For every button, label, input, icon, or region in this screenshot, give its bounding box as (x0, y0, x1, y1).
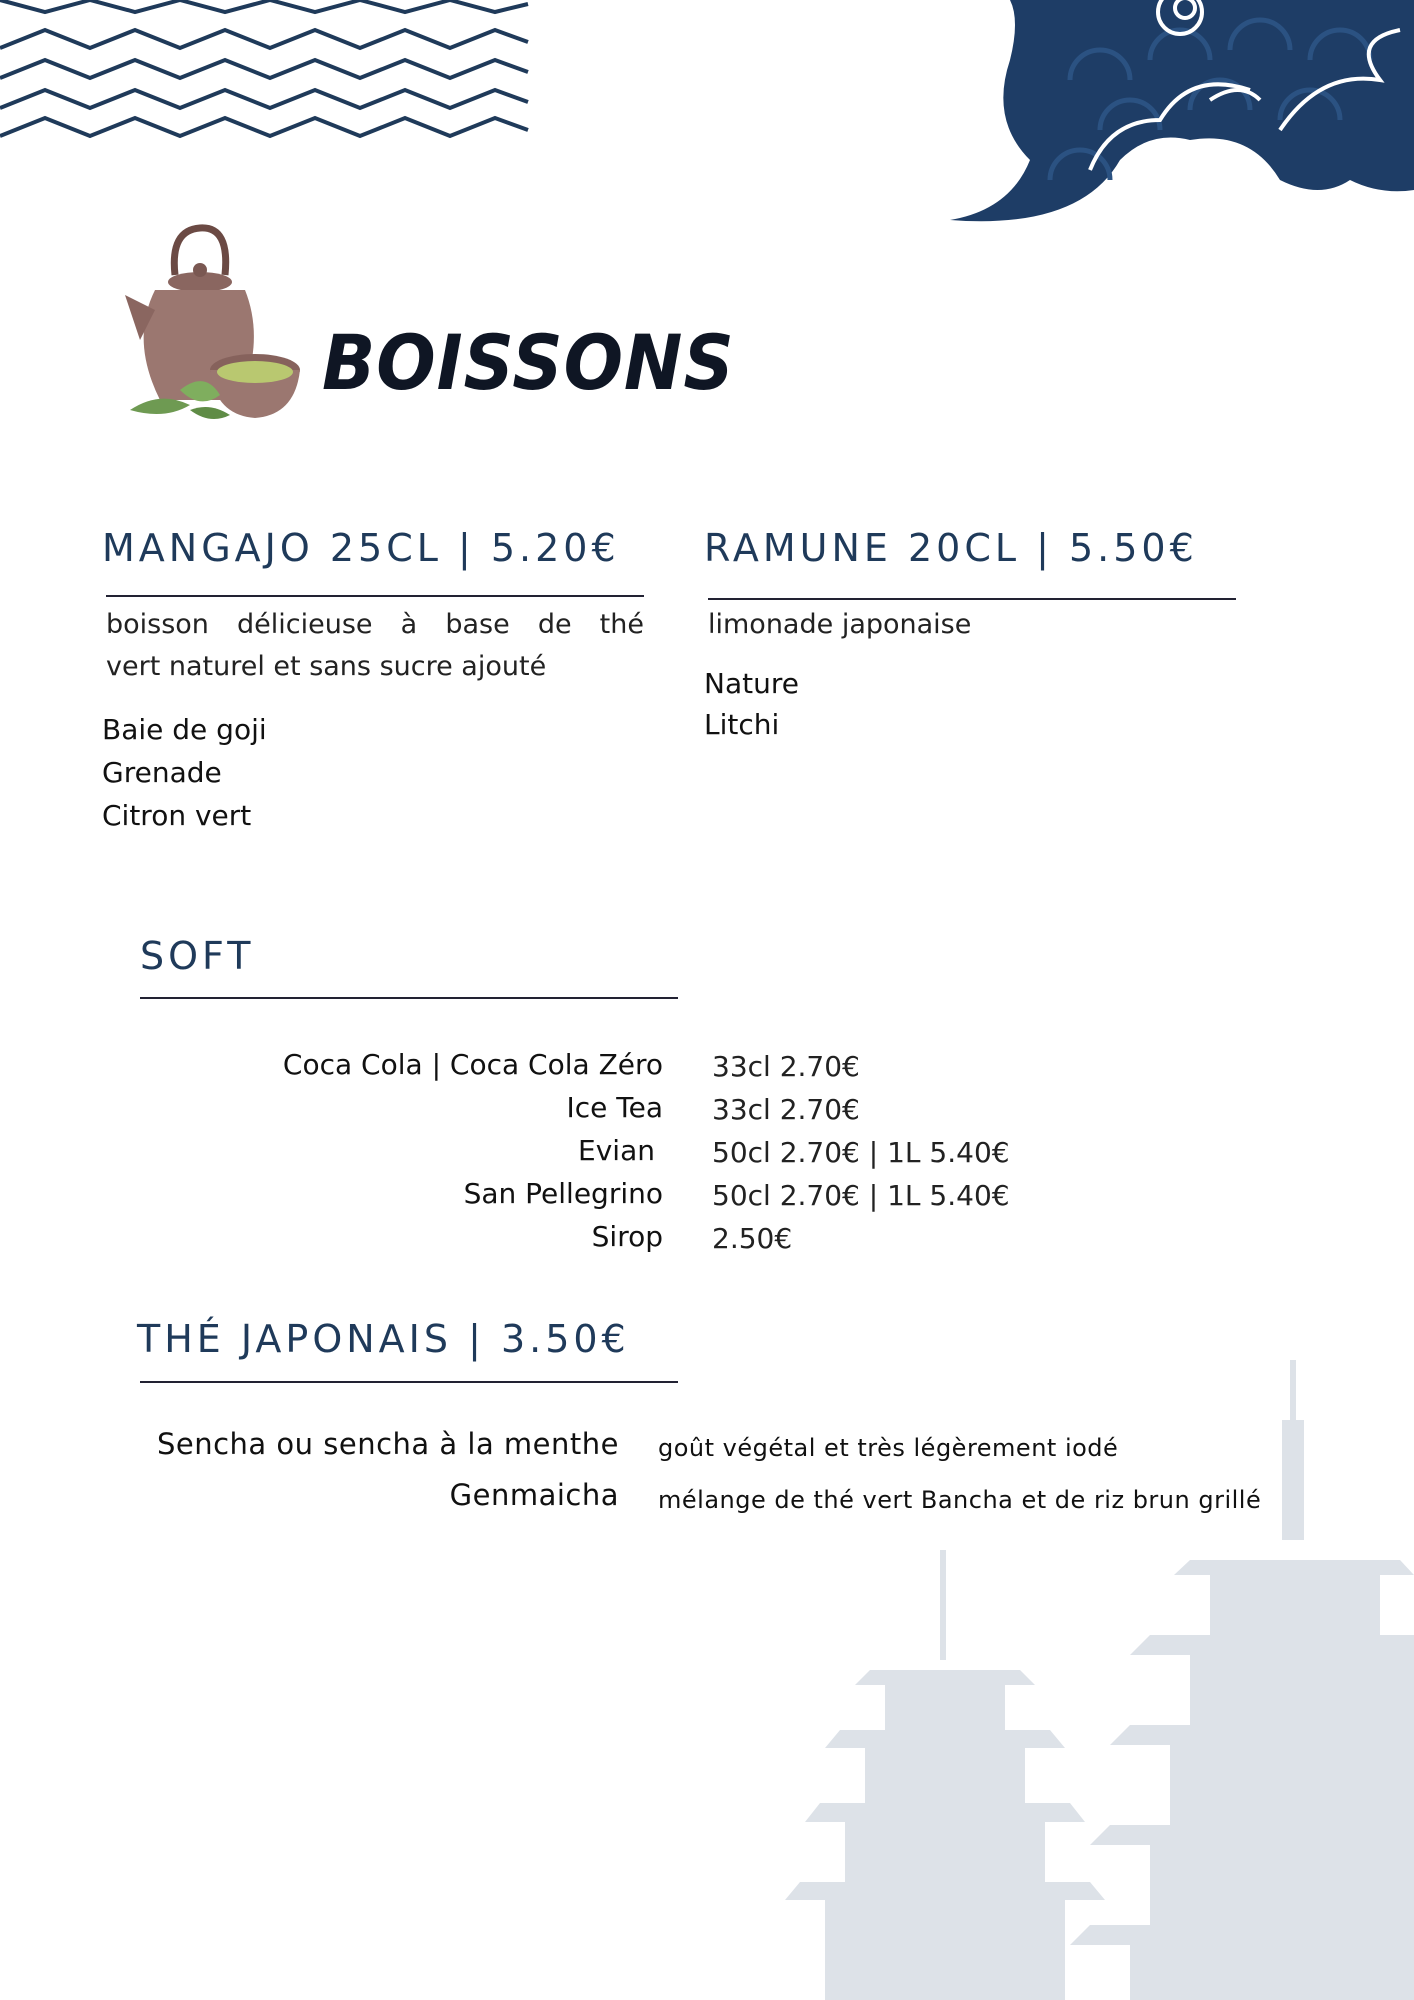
mangajo-desc-line2: vert naturel et sans sucre ajouté (106, 651, 547, 682)
soft-item-price: 50cl 2.70€ | 1L 5.40€ (712, 1179, 1010, 1212)
mangajo-heading: MANGAJO 25CL | 5.20€ (102, 526, 620, 570)
soft-item-name: Ice Tea (566, 1091, 663, 1124)
mangajo-flavor-list (102, 708, 267, 837)
soft-item-price: 2.50€ (712, 1222, 793, 1255)
soft-item-price: 33cl 2.70€ (712, 1050, 860, 1083)
list-item: Grenade (102, 756, 222, 789)
wave-cloud-icon (950, 0, 1414, 240)
soft-divider (140, 997, 678, 999)
mangajo-desc-line1: boisson délicieuse à base de thé (106, 609, 644, 640)
soft-item-name: San Pellegrino (463, 1177, 663, 1210)
list-item: Litchi (704, 708, 780, 741)
soft-item-name: Evian (578, 1134, 655, 1167)
list-item: Baie de goji (102, 713, 267, 746)
mangajo-description (106, 604, 644, 688)
tea-item-desc: mélange de thé vert Bancha et de riz brun grillé (658, 1486, 1262, 1514)
list-item: Citron vert (102, 799, 252, 832)
tea-item-desc: goût végétal et très légèrement iodé (658, 1434, 1119, 1462)
tea-item-name: Genmaicha (449, 1478, 619, 1512)
tea-item-name: Sencha ou sencha à la menthe (156, 1427, 619, 1461)
ramune-heading: RAMUNE 20CL | 5.50€ (704, 526, 1198, 570)
soft-item-price: 33cl 2.70€ (712, 1093, 860, 1126)
soft-item-name: Sirop (591, 1220, 663, 1253)
ramune-flavor-list (704, 663, 799, 745)
soft-heading: SOFT (140, 934, 255, 978)
tea-heading: THÉ JAPONAIS | 3.50€ (137, 1317, 630, 1361)
page-title: BOISSONS (322, 318, 735, 407)
ramune-description: limonade japonaise (708, 609, 972, 640)
teapot-icon (120, 220, 310, 435)
zigzag-wave-icon (0, 0, 530, 145)
soft-item-name: Coca Cola | Coca Cola Zéro (282, 1048, 663, 1081)
ramune-divider (708, 598, 1236, 600)
soft-item-price: 50cl 2.70€ | 1L 5.40€ (712, 1136, 1010, 1169)
list-item: Nature (704, 667, 799, 700)
tea-divider (140, 1381, 678, 1383)
mangajo-divider (106, 595, 644, 597)
